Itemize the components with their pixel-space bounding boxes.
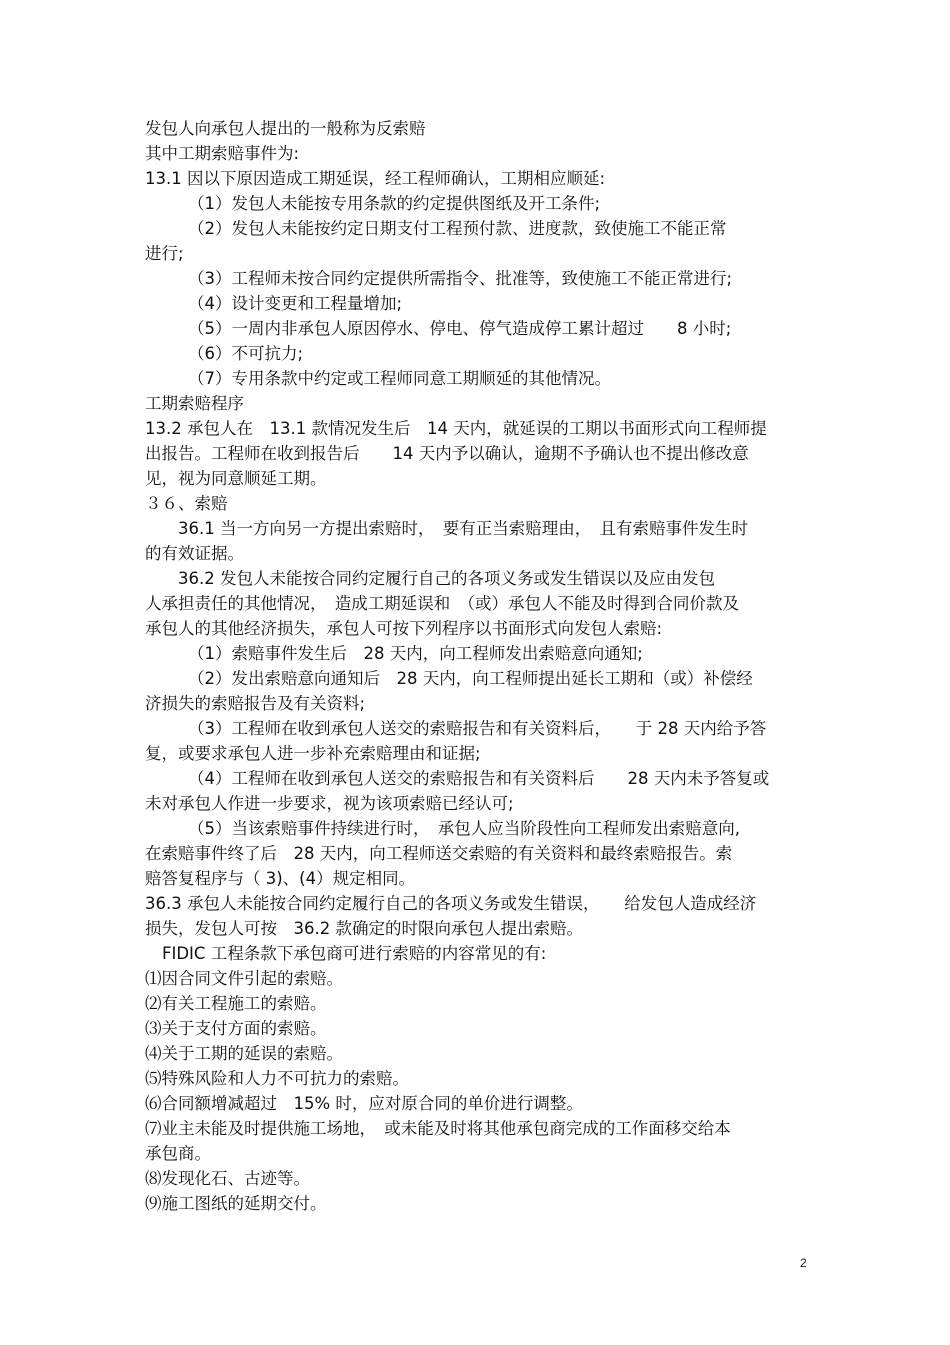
list-item: ⑹合同额增减超过 15% 时，应对原合同的单价进行调整。 (145, 1094, 583, 1113)
text-line: （3）工程师在收到承包人送交的索赔报告和有关资料后， 于 28 天内给予答 (188, 719, 767, 738)
text-line: 其中工期索赔事件为: (145, 144, 300, 163)
text-line: 损失，发包人可按 36.2 款确定的时限向承包人提出索赔。 (145, 919, 583, 938)
text-line: （5）一周内非承包人原因停水、停电、停气造成停工累计超过 8 小时; (188, 319, 732, 338)
list-item: ⑻发现化石、古迹等。 (145, 1169, 310, 1188)
list-item: ⑸特殊风险和人力不可抗力的索赔。 (145, 1069, 409, 1088)
page-number: 2 (800, 1256, 807, 1270)
list-item: ⑴因合同文件引起的索赔。 (145, 969, 343, 988)
text-line: （2）发包人未能按约定日期支付工程预付款、进度款，致使施工不能正常 (188, 219, 727, 238)
list-item: ⑶关于支付方面的索赔。 (145, 1019, 327, 1038)
text-line: 进行; (145, 244, 184, 263)
text-line: （6）不可抗力; (188, 344, 304, 363)
text-line: 济损失的索赔报告及有关资料; (145, 694, 366, 713)
text-line: 36.2 发包人未能按合同约定履行自己的各项义务或发生错误以及应由发包 (178, 569, 715, 588)
text-line: 36.1 当一方向另一方提出索赔时， 要有正当索赔理由， 且有索赔事件发生时 (178, 519, 748, 538)
list-item: ⑼施工图纸的延期交付。 (145, 1194, 327, 1213)
section-heading: 工期索赔程序 (145, 394, 244, 413)
list-item: ⑺业主未能及时提供施工场地， 或未能及时将其他承包商完成的工作面移交给本 (145, 1119, 731, 1138)
text-line: 复，或要求承包人进一步补充索赔理由和证据; (145, 744, 481, 763)
text-line: （2）发出索赔意向通知后 28 天内，向工程师提出延长工期和（或）补偿经 (188, 669, 753, 688)
text-line: 出报告。工程师在收到报告后 14 天内予以确认，逾期不予确认也不提出修改意 (145, 444, 749, 463)
text-line: 承包人的其他经济损失，承包人可按下列程序以书面形式向发包人索赔: (145, 619, 663, 638)
text-line: FIDIC 工程条款下承包商可进行索赔的内容常见的有: (162, 944, 547, 963)
text-line: 见，视为同意顺延工期。 (145, 469, 327, 488)
text-line: （1）发包人未能按专用条款的约定提供图纸及开工条件; (188, 194, 601, 213)
text-line: 13.1 因以下原因造成工期延误，经工程师确认，工期相应顺延: (145, 169, 606, 188)
text-line: 发包人向承包人提出的一般称为反索赔 (145, 119, 426, 138)
text-line: （4）工程师在收到承包人送交的索赔报告和有关资料后 28 天内未予答复或 (188, 769, 770, 788)
section-heading: ３６、索赔 (145, 494, 228, 513)
text-line: 未对承包人作进一步要求，视为该项索赔已经认可; (145, 794, 514, 813)
text-line: （1）索赔事件发生后 28 天内，向工程师发出索赔意向通知; (188, 644, 643, 663)
text-line: 的有效证据。 (145, 544, 244, 563)
text-line: 在索赔事件终了后 28 天内，向工程师送交索赔的有关资料和最终索赔报告。索 (145, 844, 733, 863)
text-line: 13.2 承包人在 13.1 款情况发生后 14 天内，就延误的工期以书面形式向工程师提 (145, 419, 767, 438)
text-line: （5）当该索赔事件持续进行时， 承包人应当阶段性向工程师发出索赔意向, (188, 819, 740, 838)
text-line: 赔答复程序与（ 3)、(4）规定相同。 (145, 869, 416, 888)
list-item: ⑵有关工程施工的索赔。 (145, 994, 327, 1013)
text-line: （4）设计变更和工程量增加; (188, 294, 403, 313)
text-line: 36.3 承包人未能按合同约定履行自己的各项义务或发生错误， 给发包人造成经济 (145, 894, 757, 913)
list-item: 承包商。 (145, 1144, 211, 1163)
text-line: （3）工程师未按合同约定提供所需指令、批准等，致使施工不能正常进行; (188, 269, 733, 288)
text-line: 人承担责任的其他情况， 造成工期延误和 （或）承包人不能及时得到合同价款及 (145, 594, 739, 613)
text-line: （7）专用条款中约定或工程师同意工期顺延的其他情况。 (188, 369, 611, 388)
list-item: ⑷关于工期的延误的索赔。 (145, 1044, 343, 1063)
